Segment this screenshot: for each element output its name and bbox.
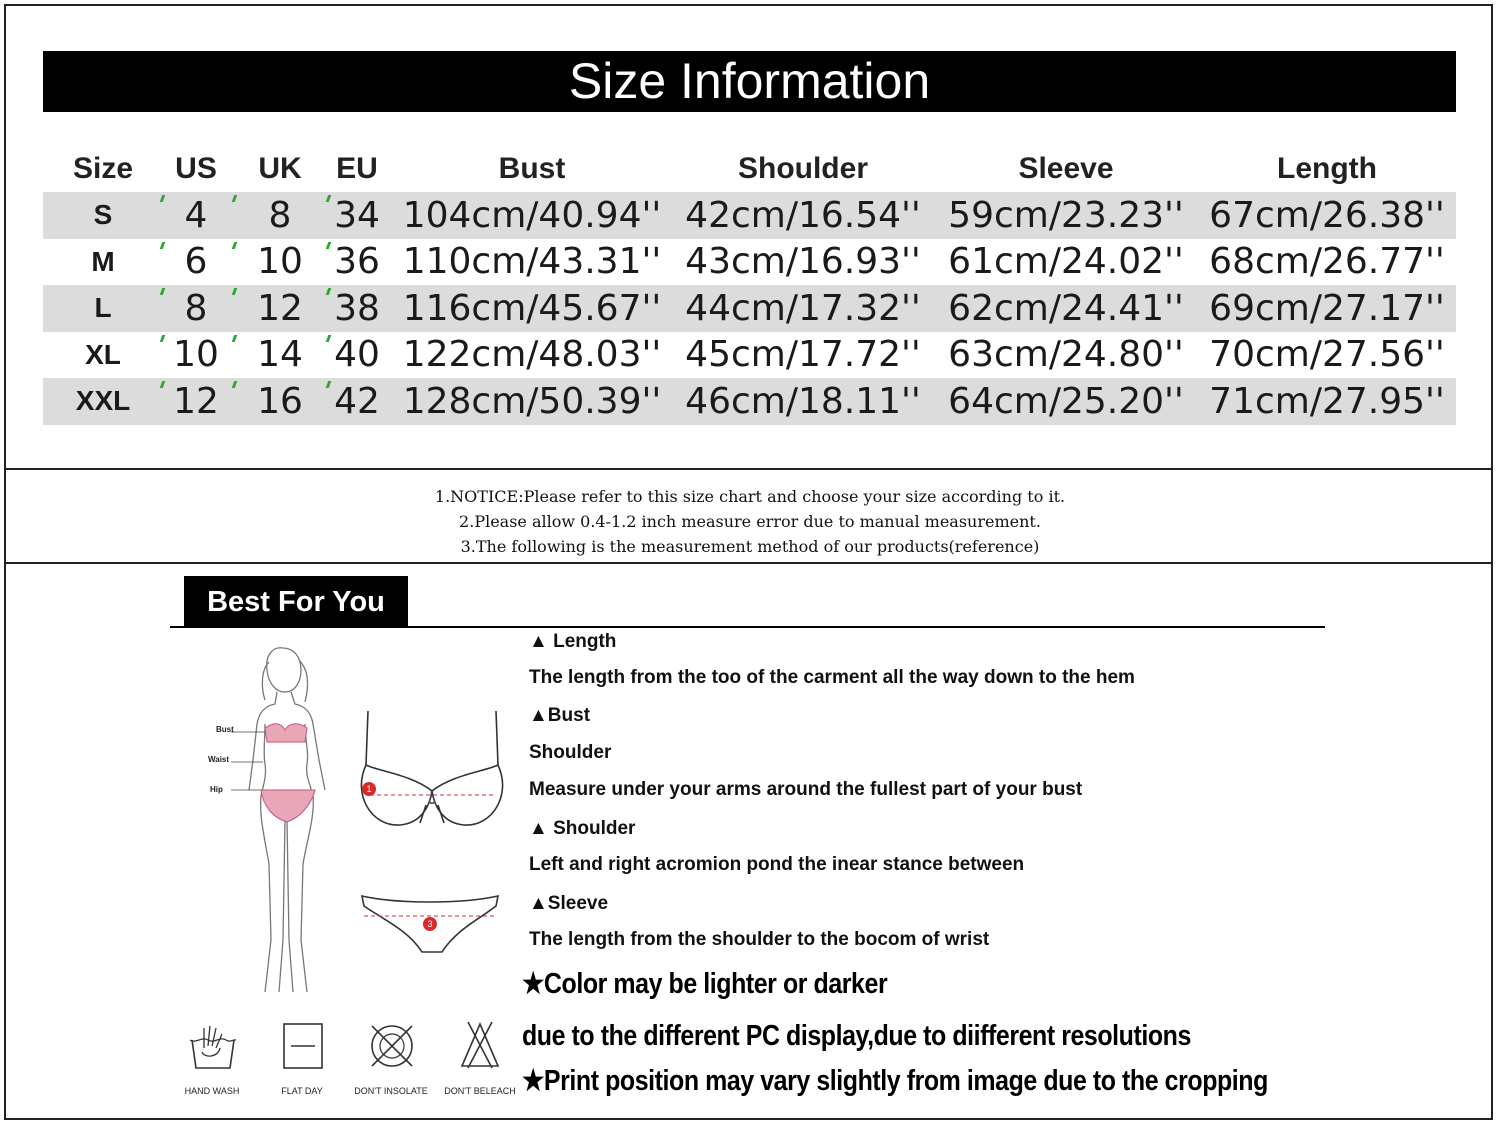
hand-wash-icon [174, 1018, 254, 1078]
table-cell: 64cm/25.20'' [948, 380, 1184, 422]
table-cell: 67cm/26.38'' [1209, 194, 1445, 236]
table-cell: 12 [257, 287, 303, 329]
table-cell: 45cm/17.72'' [685, 334, 921, 376]
table-cell: 104cm/40.94'' [402, 194, 662, 236]
table-cell: 42cm/16.54'' [685, 194, 921, 236]
table-cell: 40 [334, 334, 380, 376]
do-not-bleach-icon [440, 1018, 520, 1078]
table-cell: 8 [184, 287, 208, 329]
bust-label: Bust [216, 725, 234, 734]
table-cell: 46cm/18.11'' [685, 380, 921, 422]
notice-line: 1.NOTICE:Please refer to this size chart and choose your size according to it. [434, 487, 1066, 506]
table-cell: 116cm/45.67'' [402, 287, 662, 329]
table-cell: 68cm/26.77'' [1209, 241, 1445, 283]
shoulder-label: Shoulder [529, 742, 612, 763]
header-cell: US [175, 152, 217, 185]
table-cell: 34 [334, 194, 380, 236]
table-row [43, 378, 1456, 425]
print-position-note: ★Print position may vary slightly from image due to the cropping [522, 1065, 1268, 1097]
size-cell: S [93, 199, 113, 231]
display-note: due to the different PC display,due to diifferent resolutions [522, 1020, 1191, 1052]
size-cell: XL [85, 338, 121, 370]
best-for-you-title: Best For You [184, 576, 408, 626]
sleeve-heading: ▲Sleeve [529, 893, 609, 914]
notice-line: 2.Please allow 0.4-1.2 inch measure error due to manual measurement. [459, 512, 1041, 531]
length-heading: ▲ Length [529, 631, 617, 652]
table-cell: 122cm/48.03'' [402, 334, 662, 376]
measure-marker-bust: 1 [362, 782, 376, 796]
table-row [43, 239, 1456, 286]
section-underline [170, 626, 1325, 628]
table-cell: 6 [184, 241, 208, 283]
table-cell: 10 [173, 334, 219, 376]
flat-dry-label: FLAT DAY [281, 1086, 323, 1096]
table-cell: 71cm/27.95'' [1209, 380, 1445, 422]
dont-bleach-label: DON'T BELEACH [444, 1086, 516, 1096]
waist-label: Waist [208, 755, 230, 764]
table-cell: 44cm/17.32'' [685, 287, 921, 329]
table-cell: 63cm/24.80'' [948, 334, 1184, 376]
table-cell: 128cm/50.39'' [402, 380, 662, 422]
table-cell: 59cm/23.23'' [948, 194, 1184, 236]
header-cell: Sleeve [1018, 152, 1114, 185]
color-note: ★Color may be lighter or darker [522, 968, 888, 1000]
do-not-insolate-icon [352, 1018, 432, 1078]
flat-dry-icon [263, 1018, 343, 1078]
table-row [43, 192, 1456, 239]
table-cell: 14 [257, 334, 303, 376]
header-cell: EU [336, 152, 378, 185]
table-cell: 12 [173, 380, 219, 422]
table-row [43, 285, 1456, 332]
table-cell: 43cm/16.93'' [685, 241, 921, 283]
table-cell: 70cm/27.56'' [1209, 334, 1445, 376]
header-cell: Bust [498, 152, 566, 185]
header-cell: Length [1277, 152, 1377, 185]
length-description: The length from the too of the carment all the way down to the hem [529, 667, 1135, 688]
notice-line: 3.The following is the measurement method of our products(reference) [460, 537, 1040, 556]
table-cell: 10 [257, 241, 303, 283]
bust-description: Measure under your arms around the fullest part of your bust [529, 779, 1083, 800]
hip-label: Hip [210, 785, 223, 794]
table-cell: 62cm/24.41'' [948, 287, 1184, 329]
model-figure-illustration [225, 640, 355, 1005]
hand-wash-label: HAND WASH [184, 1086, 240, 1096]
dont-insolate-label: DON'T INSOLATE [354, 1086, 428, 1096]
table-cell: 61cm/24.02'' [948, 241, 1184, 283]
table-cell: 8 [268, 194, 292, 236]
shoulder-description: Left and right acromion pond the inear stance between [529, 854, 1025, 875]
size-cell: L [94, 292, 112, 324]
table-row [43, 332, 1456, 379]
shoulder-heading: ▲ Shoulder [529, 818, 636, 839]
bra-top-illustration [352, 705, 512, 835]
bust-heading: ▲Bust [529, 705, 591, 726]
table-cell: 36 [334, 241, 380, 283]
size-table [43, 146, 1456, 425]
sleeve-description: The length from the shoulder to the bocom of wrist [529, 929, 990, 950]
table-cell: 16 [257, 380, 303, 422]
table-cell: 69cm/27.17'' [1209, 287, 1445, 329]
divider [4, 468, 1493, 470]
header-cell: Shoulder [737, 152, 868, 185]
header-cell: Size [72, 152, 134, 185]
table-cell: 42 [334, 380, 380, 422]
table-header-row [43, 146, 1456, 192]
table-cell: 4 [184, 194, 208, 236]
size-cell: M [91, 245, 115, 277]
notice-block [0, 484, 1500, 559]
table-cell: 38 [334, 287, 380, 329]
divider [4, 562, 1493, 564]
size-cell: XXL [75, 385, 131, 417]
measure-marker-hip: 3 [423, 917, 437, 931]
header-cell: UK [258, 152, 302, 185]
size-info-banner: Size Information [43, 51, 1456, 112]
table-cell: 110cm/43.31'' [402, 241, 662, 283]
